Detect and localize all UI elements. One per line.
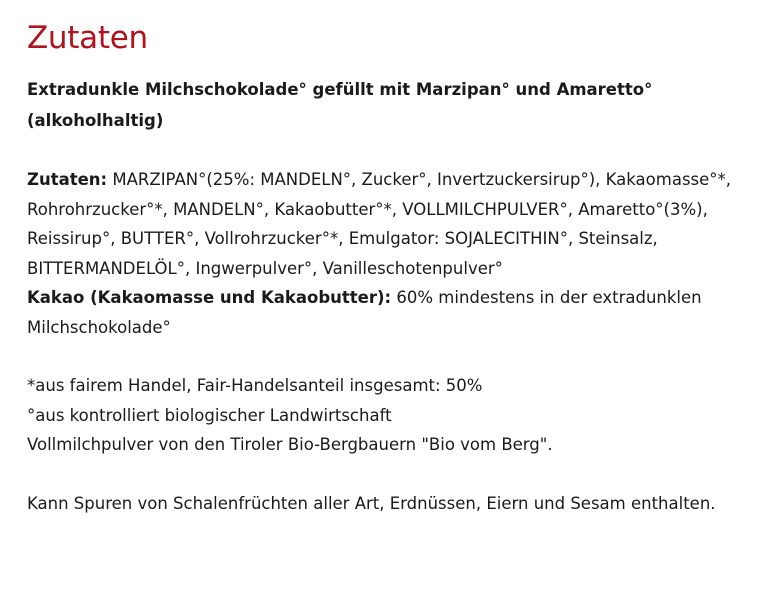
cocoa-text: 60% mindestens in der extradunklen Milchschokolade° <box>27 288 702 337</box>
cocoa-label: Kakao (Kakaomasse und Kakaobutter): <box>27 288 392 307</box>
notes-paragraph <box>27 371 732 460</box>
organic-note: °aus kontrolliert biologischer Landwirtschaft <box>27 405 392 425</box>
milk-note: Vollmilchpulver von den Tiroler Bio-Bergbauern "Bio vom Berg". <box>27 435 553 454</box>
spacer <box>27 460 757 489</box>
ingredients-label: Zutaten: <box>27 170 108 189</box>
ingredients-paragraph <box>27 165 732 283</box>
ingredients-text: MARZIPAN°(25%: MANDELN°, Zucker°, Invertzuckersirup°), Kakaomasse°*, Rohrohrzucker°*, MANDELN°, Kakaobutter°*, VOLLMILCHPULVER°, Amaretto°(3%), Reissirup°, BUTTER°, Vollrohrzucker°*, Emulgator: SOJALECITHIN°, Steinsalz, BITTERMANDELÖL°, Ingwerpulver°, Vanilleschotenpulver° <box>27 170 732 278</box>
product-subtitle: Extradunkle Milchschokolade° gefüllt mit Marzipan° und Amaretto° (alkoholhaltig) <box>27 80 653 130</box>
section-title: Zutaten <box>27 20 148 56</box>
allergen-note: Kann Spuren von Schalenfrüchten aller Art, Erdnüssen, Eiern und Sesam enthalten. <box>27 493 716 513</box>
spacer <box>27 342 757 371</box>
cocoa-paragraph <box>27 283 732 342</box>
fairtrade-note: *aus fairem Handel, Fair-Handelsanteil insgesamt: 50% <box>27 376 483 395</box>
spacer <box>27 136 757 165</box>
